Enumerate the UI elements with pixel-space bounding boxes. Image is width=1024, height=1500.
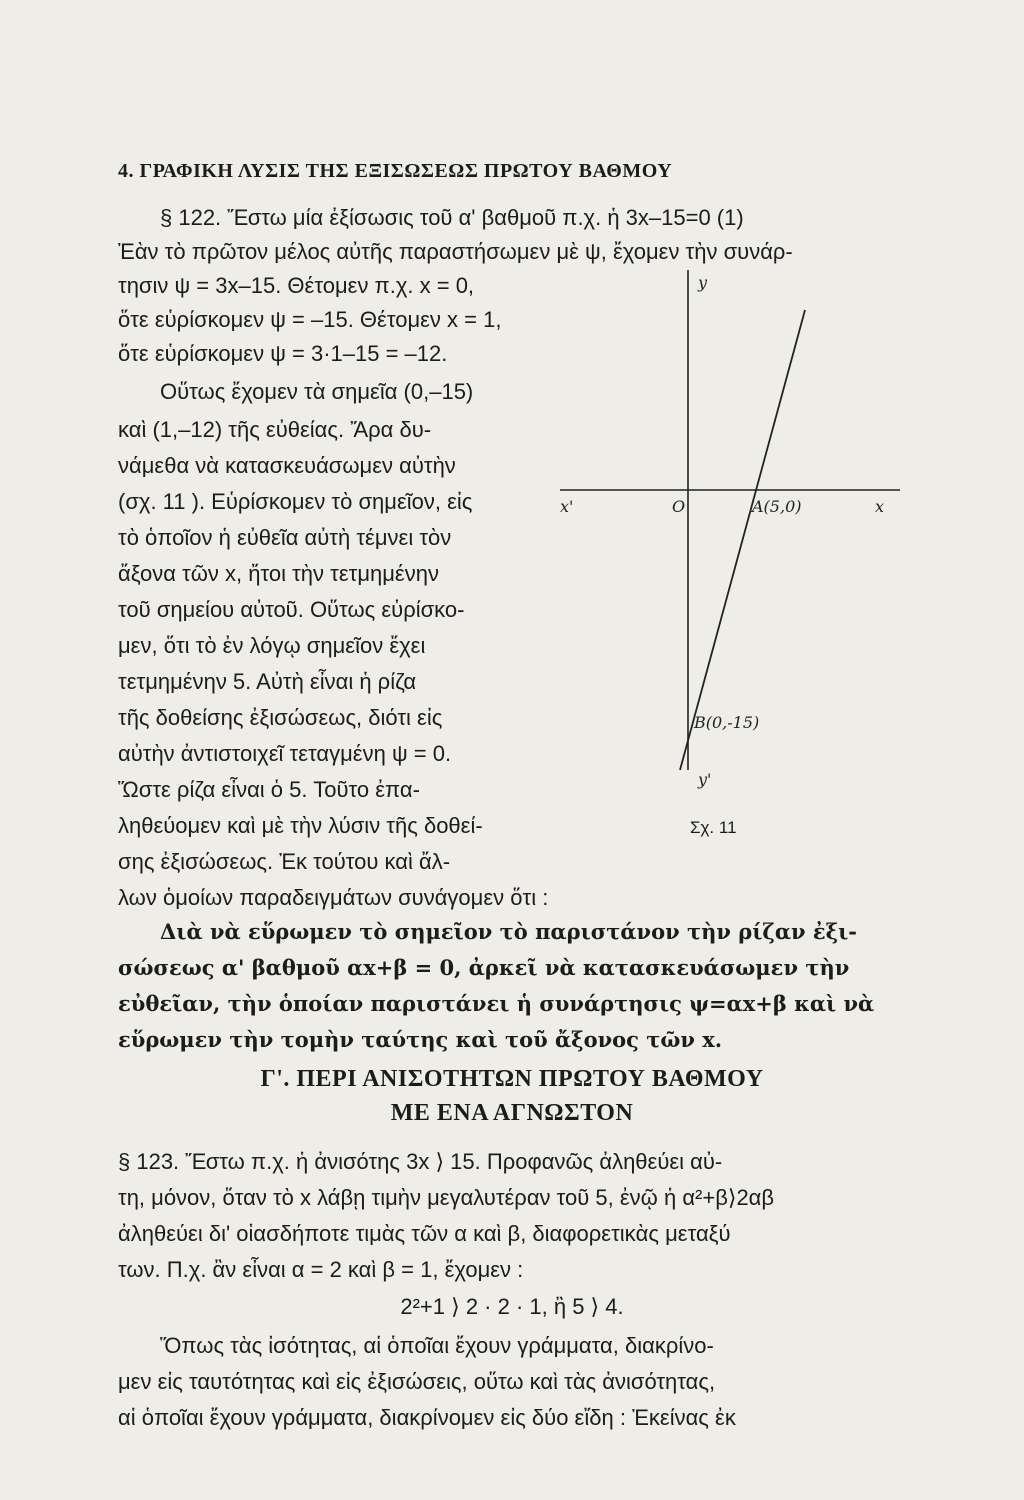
text-line: μεν, ὅτι τὸ ἐν λόγῳ σημεῖον ἔχει	[118, 633, 426, 658]
bold-line: σώσεως α' βαθμοῦ αx+β = 0, ἀρκεῖ νὰ κατασκευάσωμεν τὴν	[118, 955, 850, 980]
graph-line	[680, 310, 805, 770]
text-line: μεν εἰς ταυτότητας καὶ εἰς ἐξισώσεις, οὕτω καὶ τὰς ἀνισότητας,	[118, 1369, 716, 1394]
text-line: τη, μόνον, ὅταν τὸ x λάβῃ τιμὴν μεγαλυτέραν τοῦ 5, ἐνῷ ἡ α²+β⟩2αβ	[118, 1185, 775, 1210]
text-line: ὅτε εὑρίσκομεν ψ = –15. Θέτομεν x = 1,	[118, 307, 502, 332]
text-line: των. Π.χ. ἂν εἶναι α = 2 καὶ β = 1, ἔχομεν :	[118, 1257, 524, 1282]
text-line: Ὅπως τὰς ἰσότητας, αἱ ὁποῖαι ἔχουν γράμματα, διακρίνο-	[160, 1333, 714, 1358]
label-point-b: B(0,-15)	[694, 713, 760, 732]
text-line: τὸ ὁποῖον ἡ εὐθεῖα αὐτὴ τέμνει τὸν	[118, 525, 452, 550]
section-subtitle: ΜΕ ΕΝΑ ΑΓΝΩΣΤΟΝ	[390, 1100, 634, 1126]
text-line: ὅτε εὑρίσκομεν ψ = 3·1–15 = –12.	[118, 341, 448, 366]
text-line: τῆς δοθείσης ἐξισώσεως, διότι εἰς	[118, 705, 443, 730]
text-line: Ὥστε ρίζα εἶναι ὁ 5. Τοῦτο ἐπα-	[118, 777, 420, 802]
text-line: Ἐὰν τὸ πρῶτον μέλος αὐτῆς παραστήσωμεν μὲ ψ, ἔχομεν τὴν συνάρ-	[118, 239, 793, 264]
text-line: Οὕτως ἔχομεν τὰ σημεῖα (0,–15)	[160, 379, 474, 404]
bold-line: εὕρωμεν τὴν τομὴν ταύτης καὶ τοῦ ἄξονος τῶν x.	[118, 1027, 723, 1052]
text-line: αἱ ὁποῖαι ἔχουν γράμματα, διακρίνομεν εἰς δύο εἴδη : Ἐκείνας ἐκ	[118, 1405, 736, 1430]
text-line: νάμεθα νὰ κατασκευάσωμεν αὐτὴν	[118, 453, 456, 478]
equation: 2²+1 ⟩ 2 · 2 · 1, ἢ 5 ⟩ 4.	[400, 1294, 624, 1319]
text-line: § 123. Ἔστω π.χ. ἡ ἀνισότης 3x ⟩ 15. Προφανῶς ἀληθεύει αὐ-	[118, 1149, 723, 1174]
text-line: ἀληθεύει δι' οἱασδήποτε τιμὰς τῶν α καὶ β, διαφορετικὰς μεταξύ	[118, 1221, 731, 1246]
label-origin: O	[672, 497, 686, 516]
text-line: ἄξονα τῶν x, ἤτοι τὴν τετμημένην	[118, 561, 439, 586]
section-heading: 4. ΓΡΑΦΙΚΗ ΛΥΣΙΣ ΤΗΣ ΕΞΙΣΩΣΕΩΣ ΠΡΩΤΟΥ ΒΑΘΜΟΥ	[118, 160, 673, 182]
text-line: καὶ (1,–12) τῆς εὐθείας. Ἄρα δυ-	[118, 417, 432, 442]
label-point-a: A(5,0)	[752, 497, 802, 516]
text-line: αὐτὴν ἀντιστοιχεῖ τεταγμένη ψ = 0.	[118, 741, 452, 766]
text-line: σης ἐξισώσεως. Ἐκ τούτου καὶ ἄλ-	[118, 849, 451, 874]
text-line: τησιν ψ = 3x–15. Θέτομεν π.χ. x = 0,	[118, 273, 475, 298]
label-y: y	[698, 273, 708, 292]
label-x: x	[875, 497, 885, 516]
text-line: τοῦ σημείου αὐτοῦ. Οὕτως εὑρίσκο-	[118, 597, 465, 622]
text-line: § 122. Ἔστω μία ἐξίσωσις τοῦ α' βαθμοῦ π.χ. ἡ 3x–15=0 (1)	[160, 205, 744, 230]
figure-caption: Σχ. 11	[690, 818, 737, 837]
label-y-neg: y'	[698, 770, 712, 789]
bold-line: εὐθεῖαν, τὴν ὁποίαν παριστάνει ἡ συνάρτησις ψ=αx+β καὶ νὰ	[118, 991, 875, 1016]
text-line: ληθεύομεν καὶ μὲ τὴν λύσιν τῆς δοθεί-	[118, 813, 483, 838]
label-x-neg: x'	[560, 497, 574, 516]
text-line: (σχ. 11 ). Εὑρίσκομεν τὸ σημεῖον, εἰς	[118, 489, 473, 514]
text-line: λων ὁμοίων παραδειγμάτων συνάγομεν ὅτι :	[118, 885, 549, 910]
section-title: Γ'. ΠΕΡΙ ΑΝΙΣΟΤΗΤΩΝ ΠΡΩΤΟΥ ΒΑΘΜΟΥ	[260, 1066, 764, 1092]
text-line: τετμημένην 5. Αὐτὴ εἶναι ἡ ρίζα	[118, 669, 417, 694]
figure-11	[550, 250, 910, 810]
bold-line: Διὰ νὰ εὕρωμεν τὸ σημεῖον τὸ παριστάνον τὴν ρίζαν ἐξι-	[160, 919, 857, 944]
